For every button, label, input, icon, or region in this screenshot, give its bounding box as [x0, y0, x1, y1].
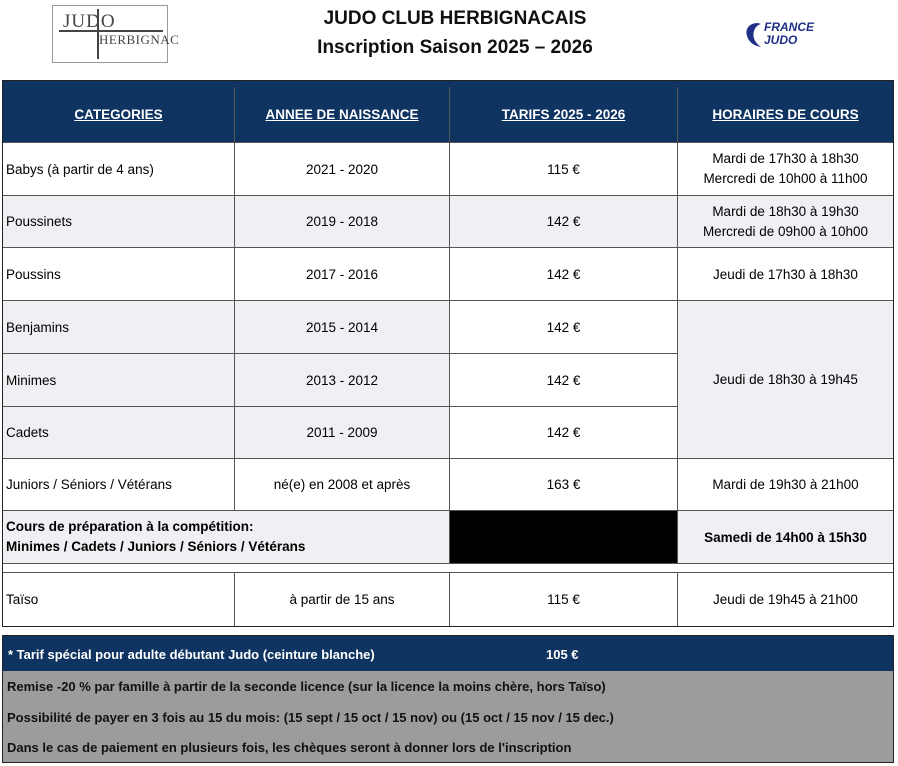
column-header-price: TARIFS 2025 - 2026 [450, 87, 678, 143]
club-logo [52, 5, 180, 63]
table-row-category: Babys (à partir de 4 ans) [3, 143, 235, 196]
table-row-category: Benjamins [3, 301, 235, 354]
table-row-category: Taïso [3, 573, 235, 626]
column-header-schedule: HORAIRES DE COURS [678, 87, 893, 143]
table-row-schedule [678, 196, 893, 248]
federation-name [764, 21, 814, 47]
table-row-schedule: Mardi de 19h30 à 21h00 [678, 459, 893, 511]
table-row-year: 2013 - 2012 [235, 354, 450, 407]
table-row-schedule [678, 143, 893, 196]
table-row-year: 2015 - 2014 [235, 301, 450, 354]
table-row-year: 2021 - 2020 [235, 143, 450, 196]
logo-text-judo: JUDO [63, 11, 116, 32]
table-row-year: 2017 - 2016 [235, 248, 450, 301]
merged-schedule-cell: Jeudi de 18h30 à 19h45 [678, 301, 893, 459]
note-family-discount: Remise -20 % par famille à partir de la seconde licence (sur la licence la moins chère, hors Taïso) [3, 671, 893, 702]
table-row-price: 115 € [450, 143, 678, 196]
table-row-price: 142 € [450, 354, 678, 407]
table-row-year: 2019 - 2018 [235, 196, 450, 248]
note-installments: Possibilité de payer en 3 fois au 15 du mois: (15 sept / 15 oct / 15 nov) ou (15 oct / 15 nov / 15 dec.) [3, 702, 893, 733]
table-row-category: Juniors / Séniors / Vétérans [3, 459, 235, 511]
column-header-categories: CATEGORIES [3, 87, 235, 143]
federation-logo [743, 18, 823, 52]
table-row-price: 163 € [450, 459, 678, 511]
table-row-category: Minimes [3, 354, 235, 407]
footer-notes [2, 635, 894, 763]
schedule-line: Mercredi de 09h00 à 10h00 [702, 223, 869, 239]
redacted-price-cell [450, 511, 678, 564]
table-spacer [3, 564, 893, 573]
special-rate-banner [3, 636, 893, 671]
special-rate-price: 105 € [546, 647, 579, 662]
season-title: Inscription Saison 2025 – 2026 [317, 37, 593, 58]
club-name: JUDO CLUB HERBIGNACAIS [323, 8, 587, 29]
competition-prep-groups: Minimes / Cadets / Juniors / Séniors / Vétérans [6, 539, 306, 554]
table-row-schedule: Samedi de 14h00 à 15h30 [678, 511, 893, 564]
schedule-line: Mardi de 17h30 à 18h30 [712, 151, 859, 166]
table-row-year: 2011 - 2009 [235, 407, 450, 459]
table-row-category: Cadets [3, 407, 235, 459]
table-row-year: né(e) en 2008 et après [235, 459, 450, 511]
competition-prep-cell [3, 511, 450, 564]
note-cheques: Dans le cas de paiement en plusieurs fois, les chèques seront à donner lors de l'inscription [3, 733, 893, 762]
tariff-table [2, 80, 894, 627]
table-row-year: à partir de 15 ans [235, 573, 450, 626]
table-row-price: 115 € [450, 573, 678, 626]
table-row-price: 142 € [450, 196, 678, 248]
special-rate-label: * Tarif spécial pour adulte débutant Judo (ceinture blanche) [8, 647, 375, 662]
competition-prep-title: Cours de préparation à la compétition: [6, 519, 254, 534]
federation-name-line1: FRANCE [764, 20, 814, 34]
table-row-price: 142 € [450, 301, 678, 354]
schedule-line: Mardi de 18h30 à 19h30 [712, 203, 859, 219]
federation-name-line2: JUDO [764, 33, 798, 47]
table-row-schedule: Jeudi de 17h30 à 18h30 [678, 248, 893, 301]
federation-swoosh-icon [743, 20, 765, 50]
schedule-line: Mercredi de 10h00 à 11h00 [703, 171, 868, 186]
table-row-price: 142 € [450, 248, 678, 301]
table-row-price: 142 € [450, 407, 678, 459]
table-row-category: Poussinets [3, 196, 235, 248]
logo-text-herbignac: HERBIGNAC [99, 32, 180, 47]
column-header-birth-year: ANNEE DE NAISSANCE [235, 87, 450, 143]
page-title [230, 4, 680, 62]
table-row-category: Poussins [3, 248, 235, 301]
table-row-schedule: Jeudi de 19h45 à 21h00 [713, 592, 858, 607]
